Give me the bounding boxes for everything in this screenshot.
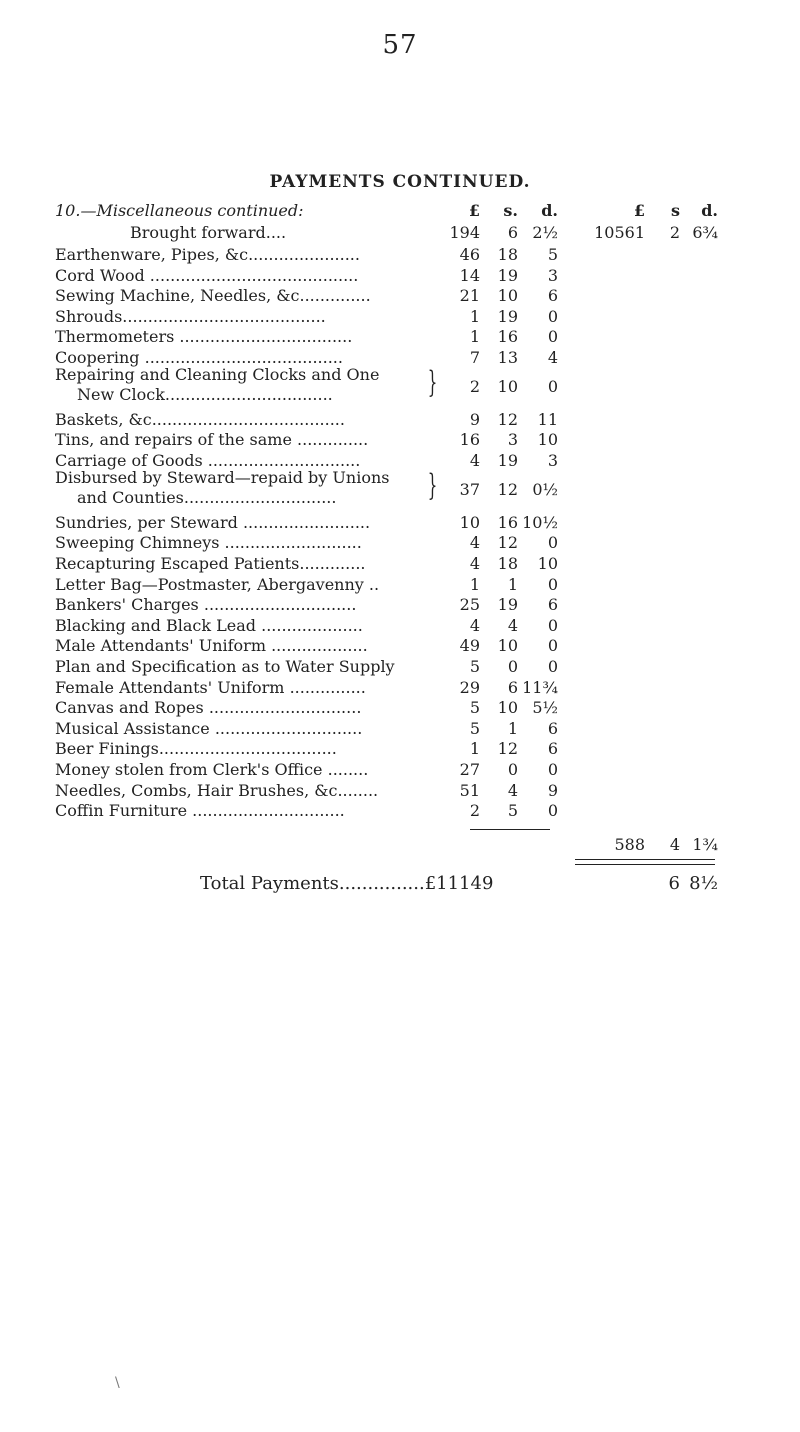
item-label-line-2: and Counties.............................. bbox=[77, 487, 337, 507]
item-label: Baskets, &c...................................... bbox=[55, 409, 345, 429]
page-heading: PAYMENTS CONTINUED. bbox=[269, 172, 531, 192]
pence-cell: 11¾ bbox=[522, 677, 558, 697]
item-label-line-2: New Clock................................. bbox=[77, 384, 333, 404]
shillings-cell: 10 bbox=[497, 698, 518, 718]
pounds-cell: 4 bbox=[469, 554, 480, 573]
pence-cell: 0 bbox=[547, 801, 558, 821]
pounds-cell: 9 bbox=[469, 409, 480, 429]
pence-cell: 9 bbox=[547, 780, 558, 800]
item-label: Sweeping Chimneys ........................... bbox=[55, 533, 362, 553]
pounds-cell: 29 bbox=[459, 677, 480, 697]
item-label: Cord Wood ......................................... bbox=[55, 265, 359, 285]
shillings-cell: 10 bbox=[497, 376, 518, 396]
item-label: Sundries, per Steward ......................... bbox=[55, 512, 371, 532]
brace-mark: } bbox=[427, 364, 438, 400]
pounds-cell: 14 bbox=[459, 265, 480, 285]
item-label: Musical Assistance ............................. bbox=[55, 718, 363, 738]
item-label: Plan and Specification as to Water Supply bbox=[55, 657, 395, 676]
shillings-cell: 19 bbox=[497, 595, 518, 615]
pounds-cell: 1 bbox=[469, 306, 480, 326]
grand-total-pence: 8½ bbox=[689, 873, 718, 894]
pence-cell: 11 bbox=[537, 409, 558, 429]
item-label-line-1: Disbursed by Steward—repaid by Unions bbox=[55, 467, 390, 487]
pence-cell: 0 bbox=[547, 327, 558, 347]
shillings-cell: 18 bbox=[497, 554, 518, 573]
item-label: Male Attendants' Uniform ................... bbox=[55, 636, 368, 656]
pounds-cell: 37 bbox=[459, 479, 480, 499]
item-label: Coffin Furniture .............................. bbox=[55, 801, 345, 821]
shillings-cell: 12 bbox=[497, 409, 518, 429]
pounds-cell: 49 bbox=[459, 636, 480, 656]
item-label: Bankers' Charges .............................. bbox=[55, 595, 357, 615]
section-header-row bbox=[0, 199, 800, 223]
pounds-cell: 194 bbox=[449, 223, 480, 242]
pence-cell: 0 bbox=[547, 376, 558, 396]
shillings-cell: 1 bbox=[507, 574, 518, 594]
pounds-cell: 25 bbox=[459, 595, 480, 615]
shillings-cell: 16 bbox=[497, 512, 518, 532]
shillings-cell: 19 bbox=[497, 451, 518, 470]
total-pence-header: d. bbox=[701, 201, 718, 220]
pounds-cell: 1 bbox=[469, 739, 480, 759]
item-label: Letter Bag—Postmaster, Abergavenny .. bbox=[55, 574, 380, 594]
item-label: Blacking and Black Lead .................... bbox=[55, 615, 363, 635]
pounds-cell: 4 bbox=[469, 451, 480, 470]
item-label: Carriage of Goods .............................. bbox=[55, 451, 361, 470]
pounds-cell: 46 bbox=[459, 245, 480, 264]
pence-header: d. bbox=[541, 201, 558, 220]
shillings-cell: 6 bbox=[507, 677, 518, 697]
shillings-cell: 10 bbox=[497, 636, 518, 656]
shillings-cell: 13 bbox=[497, 348, 518, 367]
item-label: Needles, Combs, Hair Brushes, &c........ bbox=[55, 780, 379, 800]
pence-cell: 6 bbox=[547, 739, 558, 759]
section-title: 10.—Miscellaneous continued: bbox=[55, 201, 304, 220]
item-label bbox=[55, 468, 389, 508]
pence-cell: 2½ bbox=[532, 223, 558, 242]
item-label: Recapturing Escaped Patients............. bbox=[55, 554, 366, 573]
grand-total-shillings: 6 bbox=[668, 873, 680, 894]
shillings-cell: 12 bbox=[497, 479, 518, 499]
section-total-shillings: 4 bbox=[669, 835, 680, 854]
stray-mark: \ bbox=[115, 1375, 120, 1391]
pence-cell: 4 bbox=[547, 348, 558, 367]
item-label: Sewing Machine, Needles, &c.............. bbox=[55, 286, 371, 306]
shillings-cell: 5 bbox=[507, 801, 518, 821]
item-label: Money stolen from Clerk's Office ........ bbox=[55, 760, 369, 779]
shillings-cell: 0 bbox=[507, 657, 518, 676]
pence-cell: 0 bbox=[547, 574, 558, 594]
brought-forward-row bbox=[0, 221, 800, 245]
pounds-cell: 7 bbox=[469, 348, 480, 367]
section-total-pence: 1¾ bbox=[692, 835, 718, 854]
pence-cell: 0 bbox=[547, 533, 558, 553]
table-row bbox=[0, 364, 800, 404]
item-label: Female Attendants' Uniform ............... bbox=[55, 677, 366, 697]
pounds-cell: 4 bbox=[469, 615, 480, 635]
shillings-cell: 19 bbox=[497, 306, 518, 326]
pounds-cell: 27 bbox=[459, 760, 480, 779]
pence-cell: 0 bbox=[547, 306, 558, 326]
pounds-cell: 51 bbox=[459, 780, 480, 800]
item-label: Beer Finings................................... bbox=[55, 739, 337, 759]
total-pounds-header: £ bbox=[633, 201, 645, 220]
total-rule-top bbox=[575, 859, 715, 860]
shillings-cell: 10 bbox=[497, 286, 518, 306]
pounds-cell: 5 bbox=[469, 718, 480, 738]
pence-cell: 10 bbox=[537, 430, 558, 450]
total-shillings-cell: 2 bbox=[669, 223, 680, 242]
item-label: Earthenware, Pipes, &c...................... bbox=[55, 245, 360, 264]
pence-cell: 5 bbox=[547, 245, 558, 264]
pence-cell: 5½ bbox=[532, 698, 558, 718]
pence-cell: 6 bbox=[547, 718, 558, 738]
pounds-cell: 1 bbox=[469, 574, 480, 594]
pence-cell: 3 bbox=[547, 451, 558, 470]
pounds-header: £ bbox=[468, 201, 480, 220]
pence-cell: 0 bbox=[547, 615, 558, 635]
brace-mark: } bbox=[427, 467, 438, 503]
pence-cell: 0 bbox=[547, 636, 558, 656]
pounds-cell: 4 bbox=[469, 533, 480, 553]
shillings-cell: 4 bbox=[507, 780, 518, 800]
pence-cell: 6 bbox=[547, 595, 558, 615]
section-total-pounds: 588 bbox=[614, 835, 645, 854]
pence-cell: 10½ bbox=[522, 512, 558, 532]
pence-cell: 0 bbox=[547, 657, 558, 676]
pounds-cell: 2 bbox=[469, 801, 480, 821]
grand-total-label: Total Payments...............£11149 bbox=[200, 873, 494, 894]
total-rule-bottom bbox=[575, 864, 715, 865]
shillings-cell: 4 bbox=[507, 615, 518, 635]
shillings-cell: 6 bbox=[507, 223, 518, 242]
subtotal-rule bbox=[470, 829, 550, 830]
pounds-cell: 2 bbox=[469, 376, 480, 396]
brought-forward-label: Brought forward.... bbox=[130, 223, 287, 242]
item-label-line-1: Repairing and Cleaning Clocks and One bbox=[55, 364, 380, 384]
total-pounds-cell: 10561 bbox=[594, 223, 645, 242]
shillings-cell: 12 bbox=[497, 739, 518, 759]
table-row bbox=[0, 467, 800, 507]
pounds-cell: 10 bbox=[459, 512, 480, 532]
pounds-cell: 16 bbox=[459, 430, 480, 450]
item-label: Shrouds........................................ bbox=[55, 306, 326, 326]
item-label bbox=[55, 365, 379, 405]
total-pence-cell: 6¾ bbox=[692, 223, 718, 242]
item-label: Tins, and repairs of the same .............. bbox=[55, 430, 369, 450]
section-total-row bbox=[0, 833, 800, 857]
shillings-cell: 18 bbox=[497, 245, 518, 264]
shillings-cell: 12 bbox=[497, 533, 518, 553]
pence-cell: 0½ bbox=[532, 479, 558, 499]
shillings-cell: 16 bbox=[497, 327, 518, 347]
pounds-cell: 21 bbox=[459, 286, 480, 306]
page-number: 57 bbox=[382, 30, 418, 60]
pence-cell: 3 bbox=[547, 265, 558, 285]
item-label: Canvas and Ropes .............................. bbox=[55, 698, 362, 718]
shillings-cell: 19 bbox=[497, 265, 518, 285]
pounds-cell: 1 bbox=[469, 327, 480, 347]
pounds-cell: 5 bbox=[469, 698, 480, 718]
item-label: Coopering ....................................... bbox=[55, 348, 343, 367]
shillings-header: s. bbox=[503, 201, 518, 220]
table-row bbox=[0, 799, 800, 823]
pence-cell: 10 bbox=[537, 554, 558, 573]
item-label: Thermometers .................................. bbox=[55, 327, 353, 347]
pounds-cell: 5 bbox=[469, 657, 480, 676]
grand-total-row bbox=[0, 872, 800, 896]
shillings-cell: 1 bbox=[507, 718, 518, 738]
total-shillings-header: s bbox=[670, 201, 680, 220]
shillings-cell: 3 bbox=[507, 430, 518, 450]
pence-cell: 6 bbox=[547, 286, 558, 306]
shillings-cell: 0 bbox=[507, 760, 518, 779]
pence-cell: 0 bbox=[547, 760, 558, 779]
